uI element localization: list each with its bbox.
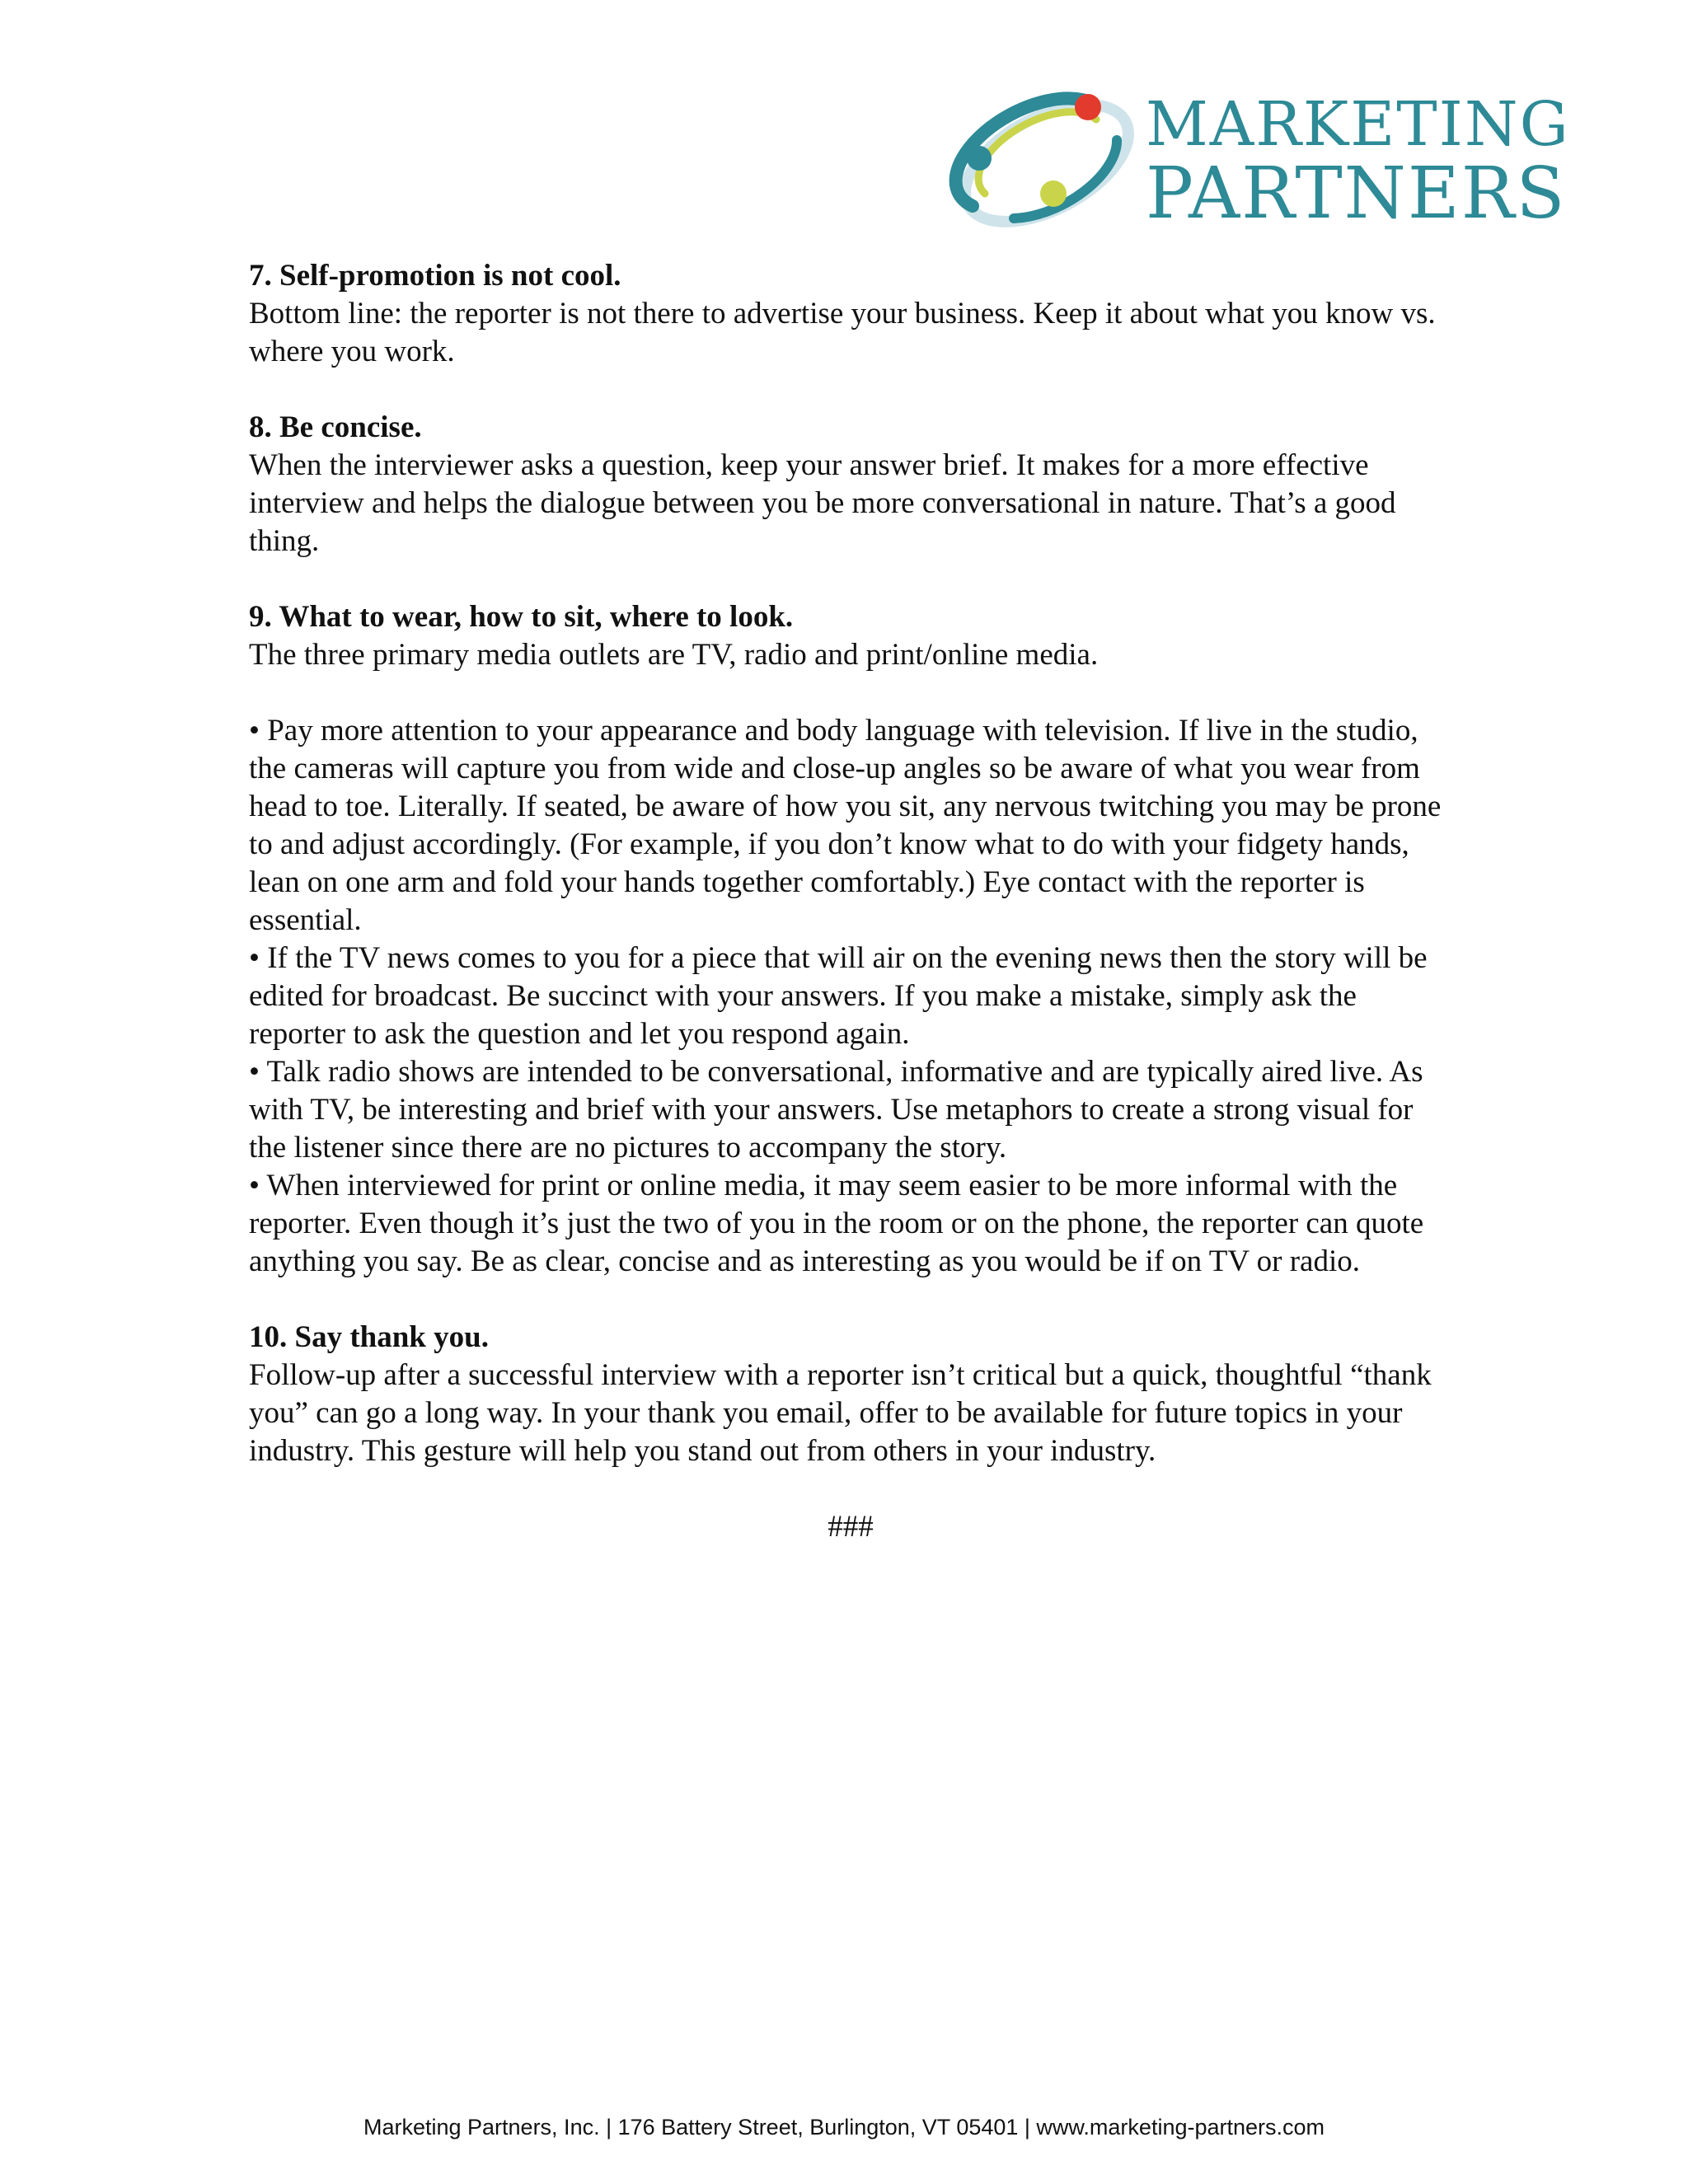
section-heading: 7. Self-promotion is not cool.: [249, 259, 621, 293]
logo-line-2: PARTNERS: [1146, 152, 1567, 235]
bullet-item: • Talk radio shows are intended to be conversational, informative and are typically aired live. As with TV, be interesting and brief with your answers. Use metaphors to create a strong visual for the listener since there are no pictures to accompany the story.: [249, 1055, 1423, 1165]
section-say-thank-you: [249, 1319, 1452, 1470]
logo-wordmark: [1146, 89, 1570, 235]
section-body: When the interviewer asks a question, keep your answer brief. It makes for a more effective interview and helps the dialogue between you be more conversational in nature. That’s a good thing.: [249, 448, 1396, 558]
bullet-item: • Pay more attention to your appearance and body language with television. If live in the studio, the cameras will capture you from wide and close-up angles so be aware of what you wear from head to toe. Literally. If seated, be aware of how you sit, any nervous twitching you may be prone to and adjust accordingly. (For example, if you don’t know what to do with your fidgety hands, lean on one arm and fold your hands together comfortably.) Eye contact with the reporter is essential.: [249, 714, 1442, 937]
section-heading: 10. Say thank you.: [249, 1320, 489, 1354]
document-body: [249, 257, 1452, 1577]
company-logo: [948, 82, 1574, 239]
bullet-item: • If the TV news comes to you for a piece that will air on the evening news then the story will be edited for broadcast. Be succinct with your answers. If you make a mistake, simply ask the reporter to ask the question and let you respond again.: [249, 941, 1428, 1051]
section-heading: 9. What to wear, how to sit, where to look.: [249, 600, 794, 634]
page-footer: Marketing Partners, Inc. | 176 Battery Street, Burlington, VT 05401 | www.marketing-partners.com: [363, 2115, 1325, 2139]
section-intro: The three primary media outlets are TV, radio and print/online media.: [249, 638, 1099, 672]
section-body: Follow-up after a successful interview with a reporter isn’t critical but a quick, thoughtful “thank you” can go a long way. In your thank you email, offer to be available for future topics in your industry. This gesture will help you stand out from others in your industry.: [249, 1358, 1432, 1468]
section-be-concise: [249, 409, 1452, 560]
section-body: Bottom line: the reporter is not there to advertise your business. Keep it about what you know vs. where you work.: [249, 297, 1436, 368]
section-self-promotion: [249, 257, 1452, 371]
logo-line-1: MARKETING: [1146, 89, 1570, 160]
end-mark: ###: [828, 1510, 874, 1544]
section-what-to-wear: [249, 598, 1452, 1281]
logo-orbit-icon: [948, 82, 1146, 239]
section-heading: 8. Be concise.: [249, 410, 422, 444]
bullet-item: • When interviewed for print or online media, it may seem easier to be more informal with the reporter. Even though it’s just the two of you in the room or on the phone, the reporter can quote anything you say. Be as clear, concise and as interesting as you would be if on TV or radio.: [249, 1169, 1424, 1278]
